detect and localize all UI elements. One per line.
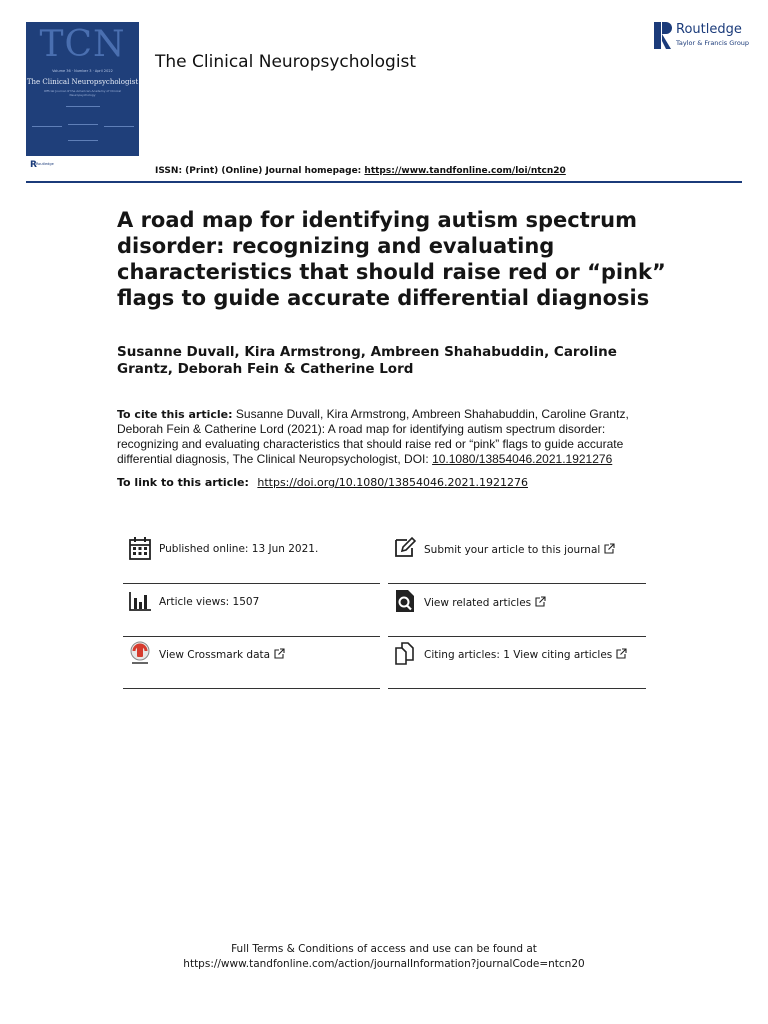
article-views-cell [123,585,380,637]
submit-article-cell[interactable] [388,532,646,584]
external-link-icon [274,648,285,659]
terms-footer [0,942,768,972]
bar-chart-icon [129,589,151,613]
crossmark-label: View Crossmark data [159,649,271,661]
journal-cover [26,22,139,156]
cover-journal-title: The Clinical Neuropsychologist [26,78,139,86]
citing-articles-label: Citing articles: 1 View citing articles [424,649,613,661]
article-doi-link[interactable]: https://doi.org/10.1080/13854046.2021.1921276 [257,476,528,489]
article-views-text: Article views: 1507 [159,596,260,608]
submit-article-link[interactable] [424,543,615,556]
submit-article-label: Submit your article to this journal [424,544,601,556]
cover-acronym: TCN [39,24,126,65]
published-online-cell [123,532,380,584]
routledge-logo-icon [654,22,672,49]
calendar-icon [129,536,151,560]
journal-name: The Clinical Neuropsychologist [155,52,417,72]
related-articles-link[interactable] [424,596,546,609]
cover-volume-line: Volume 36 · Number 3 · April 2022 [52,69,113,73]
publisher-logo[interactable] [652,20,752,52]
cover-editor-block [68,124,98,134]
issn-label: ISSN: (Print) (Online) Journal homepage: [155,166,362,176]
article-authors: Susanne Duvall, Kira Armstrong, Ambreen Shahabuddin, Caroline Grantz, Deborah Fein & Catherine Lord [117,344,617,377]
cover-editor-block [32,126,62,136]
cover-editor-block [104,126,134,136]
header-divider [26,181,742,183]
article-link-line [117,476,528,489]
cover-publisher-logo [30,160,62,174]
publisher-tagline: Taylor & Francis Group [676,39,750,47]
edit-icon [394,536,416,560]
article-title: A road map for identifying autism spectrum disorder: recognizing and evaluating characteristics that should raise red or “pink” flags to guide accurate differential diagnosis [117,208,666,310]
citing-articles-cell[interactable] [388,637,646,689]
external-link-icon [535,596,546,607]
issn-line [155,166,566,176]
publisher-name: Routledge [676,22,742,37]
cover-publisher-mark: R [30,160,37,170]
external-link-icon [616,648,627,659]
cover-editor-block [66,106,100,116]
cite-text: Susanne Duvall, Kira Armstrong, Ambreen Shahabuddin, Caroline Grantz, Deborah Fein & Catherine Lord (2021): A road map for identifying autism spectrum disorder: recognizing and evaluating characteristics that should raise red or “pink” flags to guide accurate differential diagnosis, The Clinical Neuropsychologist, DOI: [117,407,629,466]
citing-articles-icon [394,641,416,665]
crossmark-icon [129,641,151,665]
link-label: To link to this article: [117,476,249,489]
search-document-icon [394,589,416,613]
external-link-icon [604,543,615,554]
cover-editor-block [68,140,98,150]
terms-text: Full Terms & Conditions of access and use can be found at [231,943,537,955]
crossmark-link[interactable] [159,648,285,661]
cover-tagline: Official Journal of the American Academy of Clinical Neuropsychology [43,89,122,97]
cite-label: To cite this article: [117,408,233,421]
related-articles-label: View related articles [424,597,532,609]
related-articles-cell[interactable] [388,585,646,637]
terms-link[interactable]: https://www.tandfonline.com/action/journalInformation?journalCode=ntcn20 [183,958,585,970]
published-online-text: Published online: 13 Jun 2021. [159,543,319,555]
crossmark-cell[interactable] [123,637,380,689]
cite-doi-link[interactable]: 10.1080/13854046.2021.1921276 [432,452,613,466]
cover-publisher-small: Routledge [36,162,54,166]
journal-homepage-link[interactable]: https://www.tandfonline.com/loi/ntcn20 [364,166,566,176]
citation [117,407,647,467]
citing-articles-link[interactable] [424,648,627,661]
